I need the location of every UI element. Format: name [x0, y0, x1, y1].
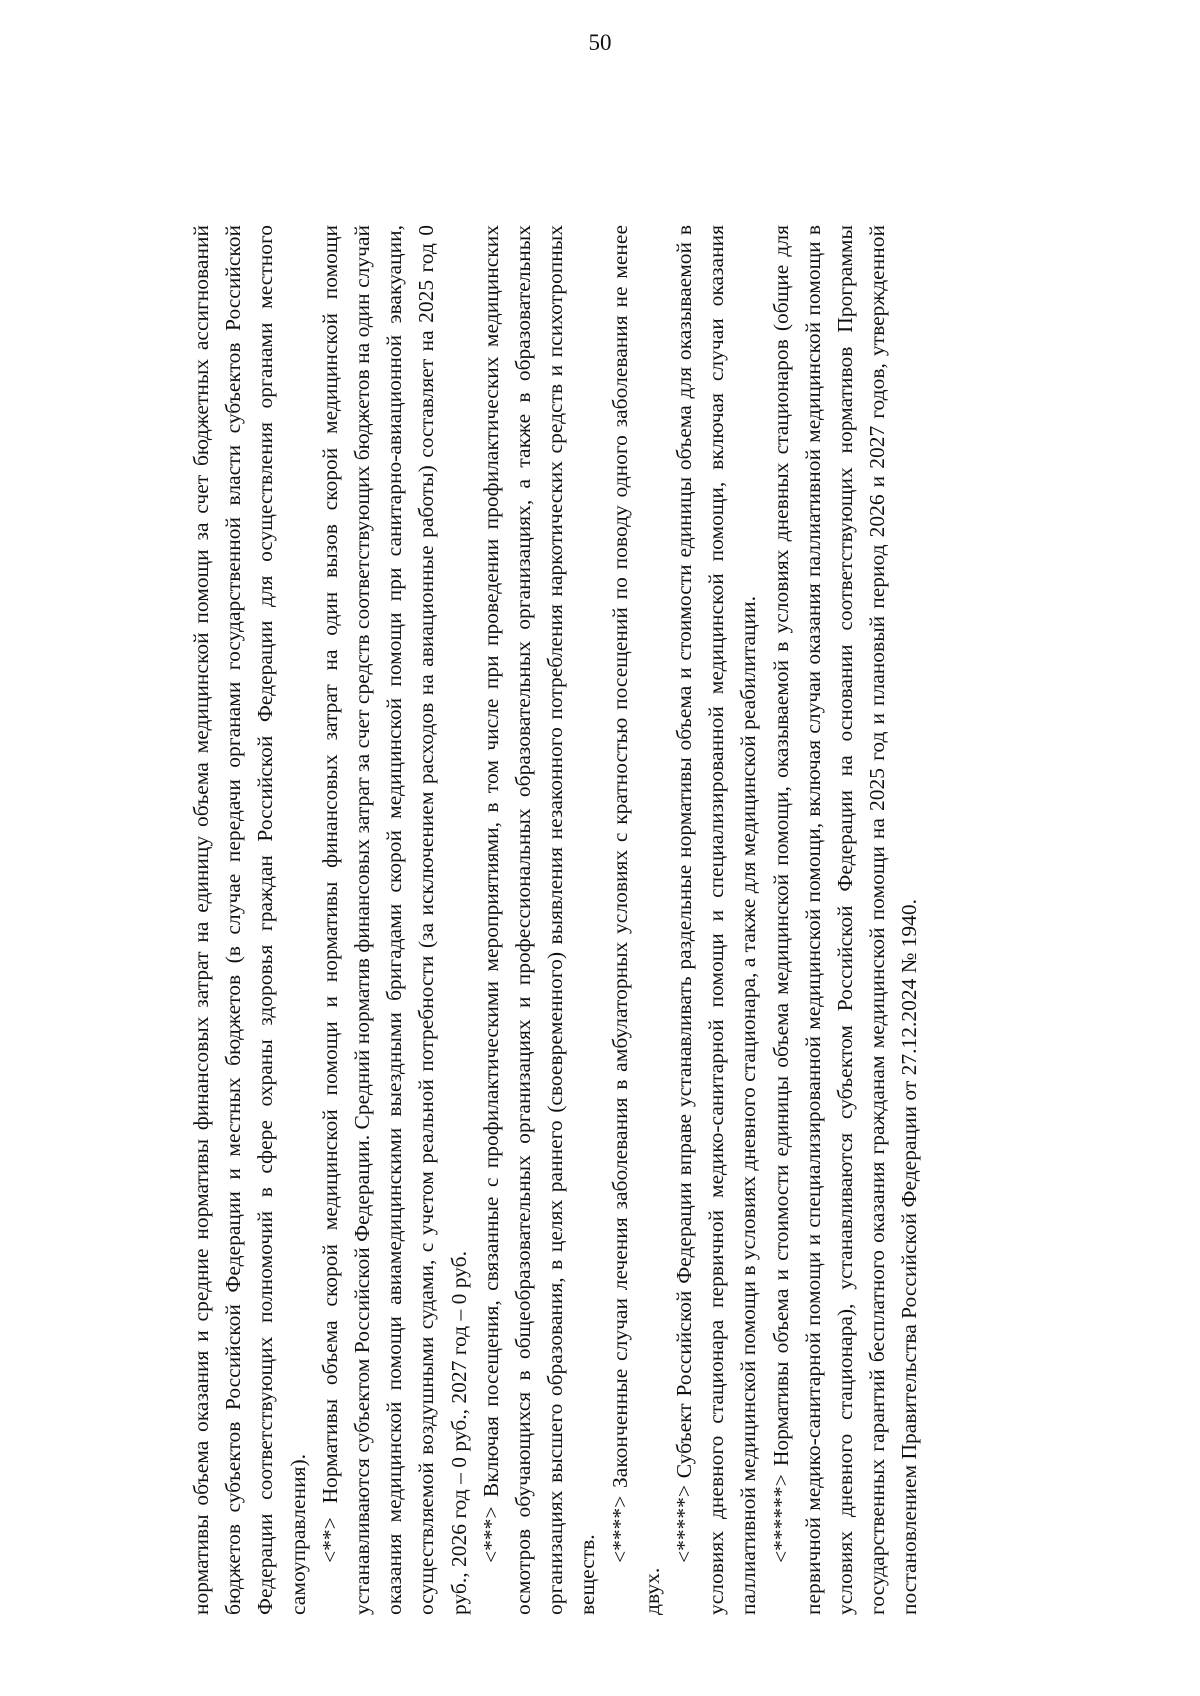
paragraph-norms-continuation: нормативы объема оказания и средние нормативы финансовых затрат на единицу объема медицинской помощи за счет бюджетных ассигнований бюджетов субъектов Российской Федерации и местных бюджетов (в случае передачи органами государственной власти субъектов Российской Федерации соответствующих полномочий в сфере охраны здоровья граждан Российской Федерации для осуществления органами местного самоуправления).	[189, 225, 310, 1615]
footnote-completed-cases: <****> Законченные случаи лечения заболевания в амбулаторных условиях с кратностью посещений по поводу одного заболевания не менее двух.	[607, 225, 664, 1615]
footnote-day-hospital-norms: <******> Нормативы объема и стоимости единицы объема медицинской помощи, оказываемой в условиях дневных стационаров (общие для первичной медико-санитарной помощи и специализированной медицинской помощи, включая случаи оказания паллиативной медицинской помощи в условиях дневного стационара), устанавливаются субъектом Российской Федерации на основании соответствующих нормативов Программы государственных гарантий бесплатного оказания гражданам медицинской помощи на 2025 год и плановый период 2026 и 2027 годов, утвержденной постановлением Правительства Российской Федерации от 27.12.2024 № 1940.	[768, 225, 922, 1615]
page-number: 50	[588, 30, 612, 55]
footnote-ambulance: <**> Нормативы объема скорой медицинской помощи и нормативы финансовых затрат на один вызов скорой медицинской помощи устанавливаются субъектом Российской Федерации. Средний норматив финансовых затрат за счет средств соответствующих бюджетов на один случай оказания медицинской помощи авиамедицинскими выездными бригадами скорой медицинской помощи при санитарно-авиационной эвакуации, осуществляемой воздушными судами, с учетом реальной потребности (за исключением расходов на авиационные работы) составляет на 2025 год 0 руб., 2026 год – 0 руб., 2027 год – 0 руб.	[317, 225, 471, 1615]
rotated-text-block	[185, 225, 1055, 1615]
footnote-separate-norms: <*****> Субъект Российской Федерации вправе устанавливать раздельные нормативы объема и стоимости единицы объема для оказываемой в условиях дневного стационара первичной медико-санитарной помощи и специализированной медицинской помощи, включая случаи оказания паллиативной медицинской помощи в условиях дневного стационара, а также для медицинской реабилитации.	[672, 225, 761, 1615]
footnote-preventive-visits: <***> Включая посещения, связанные с профилактическими мероприятиями, в том числе при проведении профилактических медицинских осмотров обучающихся в общеобразовательных организациях и профессиональных образовательных организациях, а также в образовательных организациях высшего образования, в целях раннего (своевременного) выявления незаконного потребления наркотических средств и психотропных веществ.	[478, 225, 600, 1615]
